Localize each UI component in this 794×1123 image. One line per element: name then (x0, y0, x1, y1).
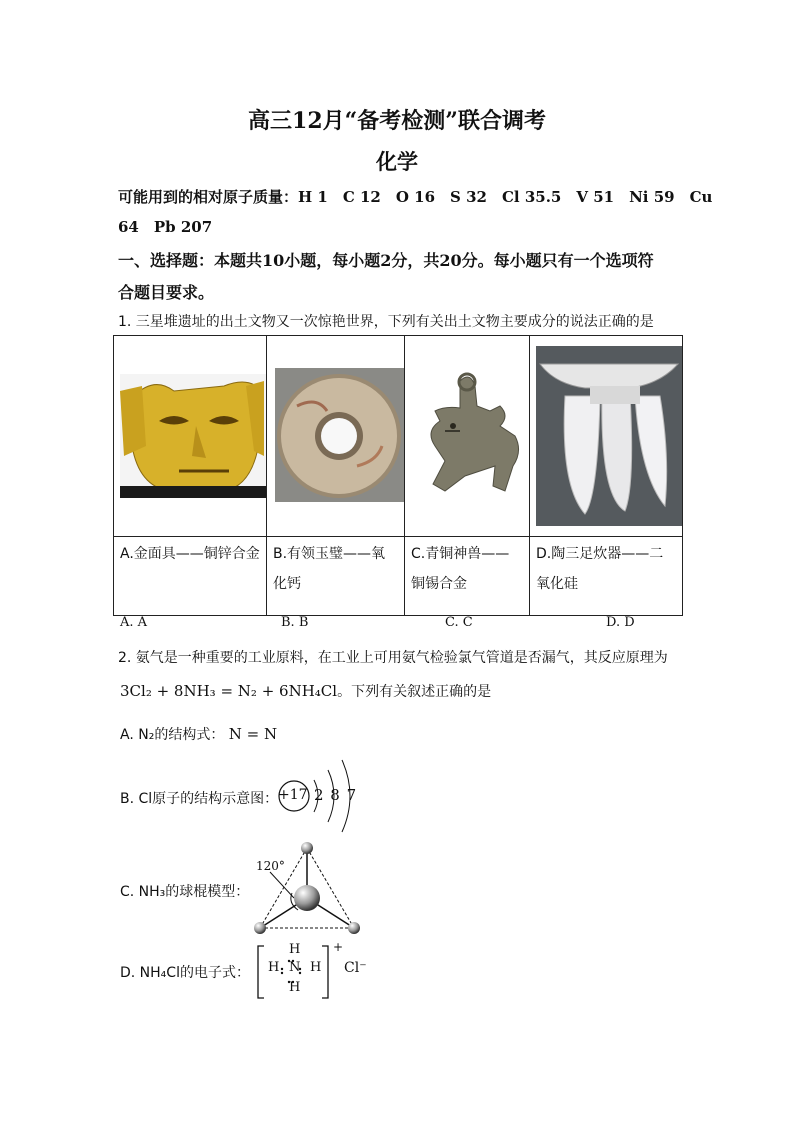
atomic-mass-line-1: 可能用到的相对原子质量：H 1 C 12 O 16 S 32 Cl 35.5 V 51 Ni 59 Cu (118, 188, 713, 206)
caption-d: D.陶三足炊器——二氧化硅 (530, 537, 683, 616)
nh4-h-top: H (289, 942, 301, 957)
bond-angle-label: 120° (256, 859, 285, 873)
bronze-beast-cell (405, 336, 530, 537)
q2-equation: 3Cl₂ + 8NH₃ = N₂ + 6NH₄Cl (120, 682, 338, 700)
chloride-ion: Cl⁻ (344, 960, 367, 976)
artifact-table (113, 335, 683, 616)
h-atom-right (348, 922, 360, 934)
q1-option-c[interactable]: C. C (445, 615, 473, 630)
option-d-prefix: D. NH₄Cl的电子式： (120, 965, 250, 981)
atomic-mass-line-2: 64 Pb 207 (118, 218, 213, 236)
jade-bi-image (267, 336, 404, 532)
section-heading-line-1: 一、选择题：本题共10小题，每小题2分，共20分。每小题只有一个选项符 (118, 251, 654, 270)
nh4-h-bottom: H (289, 980, 301, 995)
caption-a: A.金面具——铜锌合金 (114, 537, 267, 616)
q1-option-b[interactable]: B. B (281, 615, 309, 630)
tripod-cooker-cell (530, 336, 683, 537)
q1-stem: 1. 三星堆遗址的出土文物又一次惊艳世界，下列有关出土文物主要成分的说法正确的是 (118, 314, 654, 330)
nh4-h-right: H (310, 960, 322, 975)
q2-option-d[interactable] (120, 962, 250, 982)
q2-option-c[interactable] (120, 881, 249, 901)
h-atom-left (254, 922, 266, 934)
q2-stem: 2. 氨气是一种重要的工业原料，在工业上可用氨气检验氯气管道是否漏气，其反应原理为 (118, 650, 668, 666)
option-a-prefix: A. N₂的结构式： (120, 727, 225, 743)
q2-option-a[interactable] (120, 724, 277, 744)
q2-equation-line (120, 681, 491, 701)
caption-b: B.有领玉璧——氧化钙 (267, 537, 405, 616)
jade-bi-cell (267, 336, 405, 537)
nh3-ball-stick-model (248, 838, 368, 938)
q1-option-a[interactable]: A. A (120, 615, 148, 630)
gold-mask-cell (114, 336, 267, 537)
h-atom-top (301, 842, 313, 854)
nh4-n: N (289, 960, 301, 975)
option-c-prefix: C. NH₃的球棍模型： (120, 884, 250, 900)
q2-stem-tail: 。下列有关叙述正确的是 (337, 684, 492, 700)
bronze-beast-image (405, 336, 529, 532)
section-heading-line-2: 合题目要求。 (118, 283, 215, 302)
caption-c: C.青铜神兽——铜锡合金 (405, 537, 530, 616)
exam-title: 高三12月“备考检测”联合调考 (248, 108, 546, 134)
electron-shells-label: 2 8 7 (314, 786, 357, 804)
gold-mask-image (114, 336, 266, 532)
tripod-cooker-image (530, 336, 682, 532)
subject-title: 化学 (376, 149, 418, 174)
option-a-formula: N = N (228, 725, 278, 743)
nh4-h-left: H (268, 960, 280, 975)
n-atom (294, 885, 320, 911)
nh4-charge: + (333, 940, 344, 954)
q2-option-b[interactable] (120, 788, 278, 808)
q1-option-d[interactable]: D. D (606, 615, 635, 630)
option-b-prefix: B. Cl原子的结构示意图： (120, 791, 279, 807)
nucleus-label: +17 (278, 787, 308, 803)
